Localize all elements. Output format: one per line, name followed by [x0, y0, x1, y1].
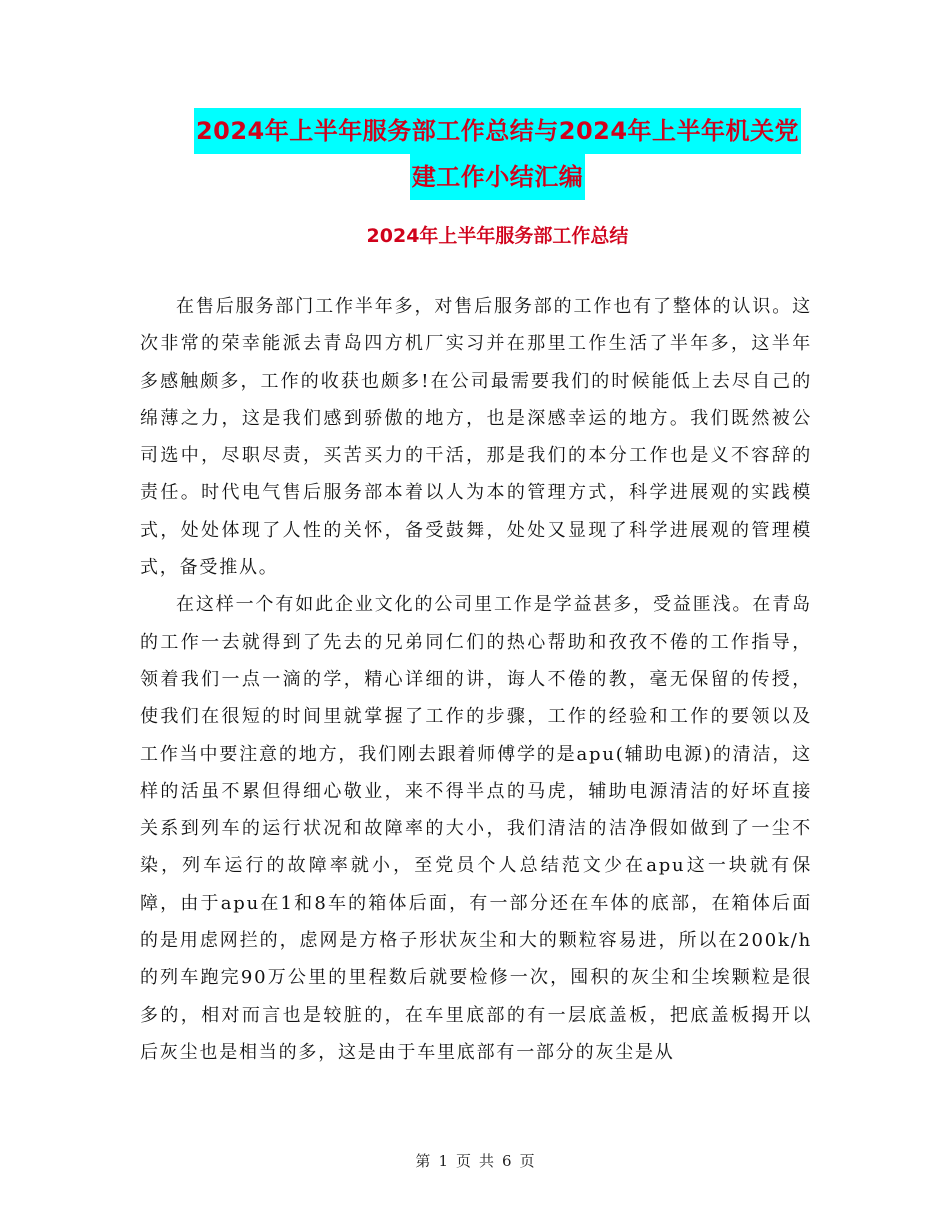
page-footer [0, 1150, 950, 1171]
footer-total-pages: 6 [502, 1152, 512, 1170]
footer-suffix: 页 [519, 1152, 535, 1170]
footer-page-label: 页 [455, 1152, 471, 1170]
footer-prefix: 第 [415, 1152, 431, 1170]
body-paragraph-1: 在售后服务部门工作半年多，对售后服务部的工作也有了整体的认识。这次非常的荣幸能派去青岛四方机厂实习并在那里工作生活了半年多，这半年多感触颇多，工作的收获也颇多!在公司最需要我们的时候能低上去尽自己的绵薄之力，这是我们感到骄傲的地方，也是深感幸运的地方。我们既然被公司选中，尽职尽责，买苦买力的干活，那是我们的本分工作也是义不容辞的责任。时代电气售后服务部本着以人为本的管理方式，科学进展观的实践模式，处处体现了人性的关怀，备受鼓舞，处处又显现了科学进展观的管理模式，备受推从。 [140, 296, 812, 579]
document-body [140, 288, 812, 1071]
title-line-1: 2024年上半年服务部工作总结与2024年上半年机关党 [194, 108, 801, 154]
document-title [140, 108, 855, 200]
title-line-2: 建工作小结汇编 [410, 154, 586, 200]
section-heading: 2024年上半年服务部工作总结 [366, 225, 629, 247]
footer-page-number: 1 [438, 1152, 448, 1170]
footer-total-prefix: 共 [479, 1152, 495, 1170]
body-paragraph-2: 在这样一个有如此企业文化的公司里工作是学益甚多，受益匪浅。在青岛的工作一去就得到了先去的兄弟同仁们的热心帮助和孜孜不倦的工作指导，领着我们一点一滴的学，精心详细的讲，诲人不倦的教，毫无保留的传授，使我们在很短的时间里就掌握了工作的步骤，工作的经验和工作的要领以及工作当中要注意的地方，我们刚去跟着师傅学的是apu(辅助电源)的清洁，这样的活虽不累但得细心敬业，来不得半点的马虎，辅助电源清洁的好坏直接关系到列车的运行状况和故障率的大小，我们清洁的洁净假如做到了一尘不染，列车运行的故障率就小，至党员个人总结范文少在apu这一块就有保障，由于apu在1和8车的箱体后面，有一部分还在车体的底部，在箱体后面的是用虑网拦的，虑网是方格子形状灰尘和大的颗粒容易进，所以在200k/h的列车跑完90万公里的里程数后就要检修一次，囤积的灰尘和尘埃颗粒是很多的，相对而言也是较脏的，在车里底部的有一层底盖板，把底盖板揭开以后灰尘也是相当的多，这是由于车里底部有一部分的灰尘是从 [140, 594, 812, 1063]
